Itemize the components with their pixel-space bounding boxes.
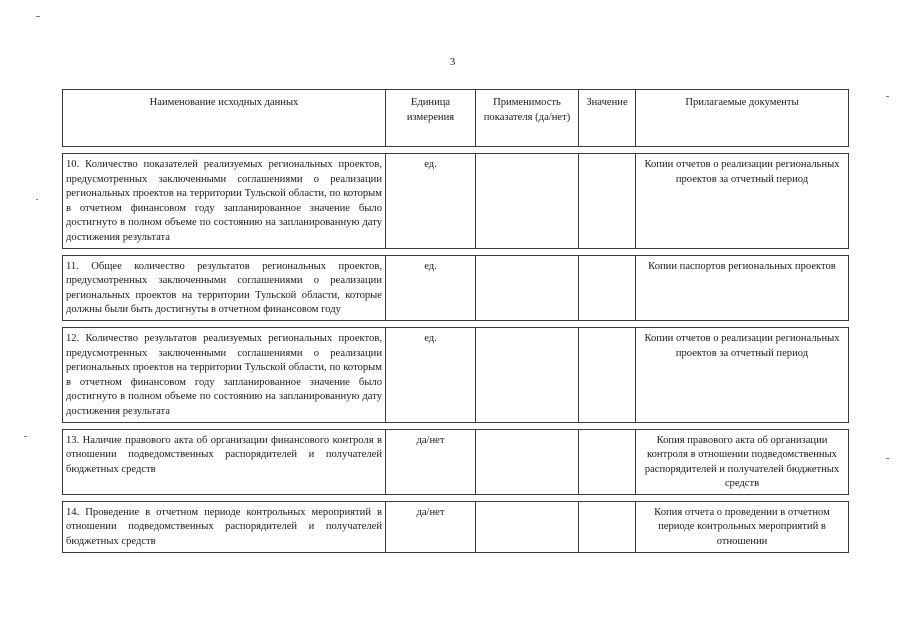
table-row bbox=[63, 429, 849, 494]
header-name: Наименование исходных данных bbox=[63, 90, 386, 147]
row-name: 10. Количество показателей реализуемых региональных проектов, предусмотренных заключенными соглашениями о реализации региональных проектов на территории Тульской области, по которым в отчетном финансовом году запланированное значение было достигнуто в полном объеме по состоянию на запланированную дату достижения результата bbox=[63, 154, 386, 249]
table-row bbox=[63, 154, 849, 249]
row-value bbox=[579, 327, 636, 422]
row-documents: Копии отчетов о реализации региональных проектов за отчетный период bbox=[636, 327, 849, 422]
row-name: 13. Наличие правового акта об организации финансового контроля в отношении подведомственных распорядителей и получателей бюджетных средств bbox=[63, 429, 386, 494]
header-unit: Единица измерения bbox=[386, 90, 476, 147]
row-documents: Копия отчета о проведении в отчетном периоде контрольных мероприятий в отношении bbox=[636, 501, 849, 552]
row-unit: ед. bbox=[386, 327, 476, 422]
scan-speck bbox=[24, 436, 27, 437]
row-unit: да/нет bbox=[386, 429, 476, 494]
row-name: 12. Количество результатов реализуемых региональных проектов, предусмотренных заключенными соглашениями о реализации региональных проектов на территории Тульской области, по которым в отчетном финансовом году запланированное значение было достигнуто в полном объеме по состоянию на запланированную дату достижения результата bbox=[63, 327, 386, 422]
row-documents: Копии паспортов региональных проектов bbox=[636, 255, 849, 320]
row-value bbox=[579, 255, 636, 320]
row-name: 11. Общее количество результатов региональных проектов, предусмотренных заключенными соглашениями о реализации региональных проектов на территории Тульской области, которые должны были быть достигнуты в отчетном финансовом году bbox=[63, 255, 386, 320]
row-name: 14. Проведение в отчетном периоде контрольных мероприятий в отношении подведомственных распорядителей и получателей бюджетных средств bbox=[63, 501, 386, 552]
header-documents: Прилагаемые документы bbox=[636, 90, 849, 147]
scan-speck bbox=[886, 458, 889, 459]
header-value: Значение bbox=[579, 90, 636, 147]
row-applicability bbox=[476, 327, 579, 422]
row-unit: ед. bbox=[386, 154, 476, 249]
header-applicability: Применимость показателя (да/нет) bbox=[476, 90, 579, 147]
table-row bbox=[63, 327, 849, 422]
row-value bbox=[579, 501, 636, 552]
row-applicability bbox=[476, 154, 579, 249]
row-applicability bbox=[476, 501, 579, 552]
source-data-table bbox=[62, 89, 849, 553]
scan-speck bbox=[36, 199, 38, 200]
row-applicability bbox=[476, 255, 579, 320]
table-row bbox=[63, 501, 849, 552]
row-value bbox=[579, 154, 636, 249]
scan-speck bbox=[886, 96, 889, 97]
scan-speck bbox=[36, 16, 40, 17]
row-documents: Копии отчетов о реализации региональных проектов за отчетный период bbox=[636, 154, 849, 249]
row-unit: ед. bbox=[386, 255, 476, 320]
row-documents: Копия правового акта об организации контроля в отношении подведомственных распорядителей и получателей бюджетных средств bbox=[636, 429, 849, 494]
table-header-row bbox=[63, 90, 849, 147]
row-applicability bbox=[476, 429, 579, 494]
table-row bbox=[63, 255, 849, 320]
row-value bbox=[579, 429, 636, 494]
page-number: 3 bbox=[449, 56, 456, 68]
row-unit: да/нет bbox=[386, 501, 476, 552]
